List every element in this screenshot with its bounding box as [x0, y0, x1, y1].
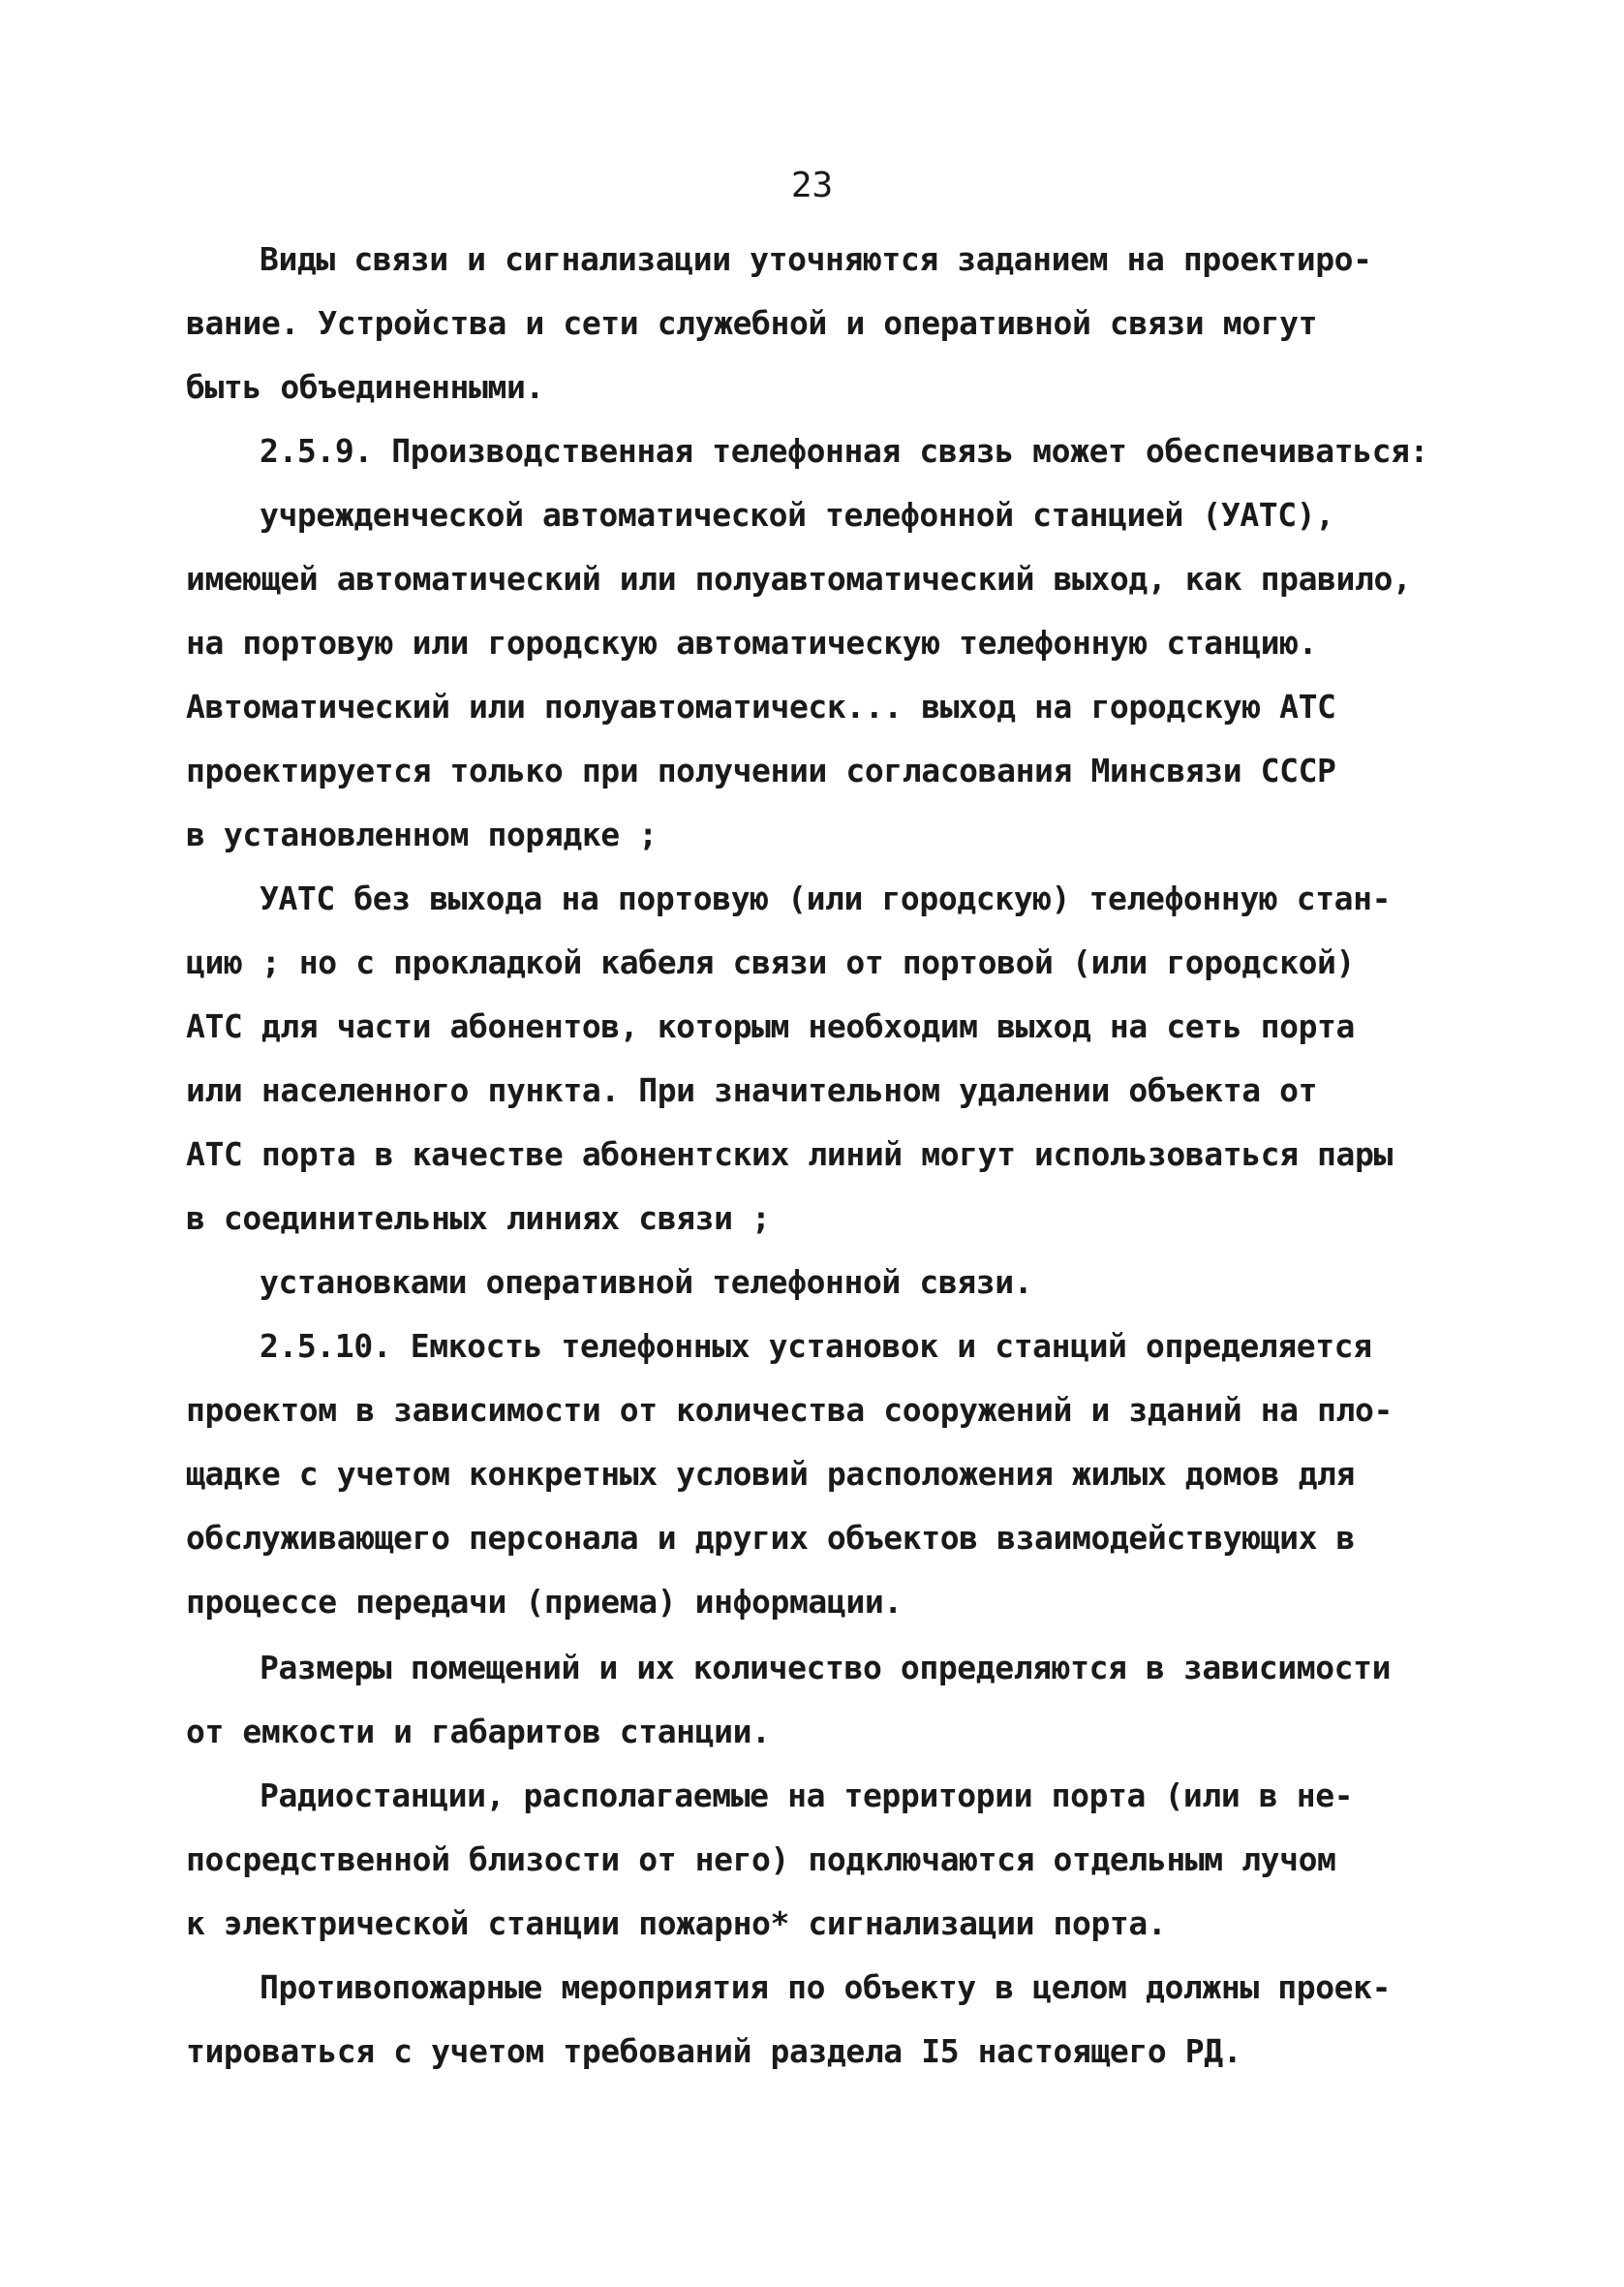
text-line: 2.5.9. Производственная телефонная связь может обеспечиваться: — [260, 432, 1428, 470]
text-line: тироваться с учетом требований раздела I5 настоящего РД. — [186, 2032, 1242, 2070]
text-line: УАТС без выхода на портовую (или городскую) телефонную стан- — [260, 880, 1392, 917]
text-line: проектируется только при получении согласования Минсвязи СССР — [186, 752, 1336, 789]
text-line: Автоматический или полуавтоматическ... выход на городскую АТС — [186, 688, 1336, 726]
text-line: АТС порта в качестве абонентских линий могут использоваться пары — [186, 1135, 1393, 1173]
text-line: установками оперативной телефонной связи. — [260, 1263, 1033, 1301]
text-line: процессе передачи (приема) информации. — [186, 1583, 903, 1621]
text-line: АТС для части абонентов, которым необходим выход на сеть порта — [186, 1007, 1355, 1045]
text-line: Противопожарные мероприятия по объекту в целом должны проек- — [260, 1968, 1392, 2006]
text-line: 2.5.10. Емкость телефонных установок и станций определяется — [260, 1327, 1372, 1365]
text-line: в установленном порядке ; — [186, 816, 658, 853]
text-line: обслуживающего персонала и других объектов взаимодействующих в — [186, 1519, 1355, 1557]
text-line: вание. Устройства и сети служебной и оперативной связи могут — [186, 304, 1318, 342]
text-line: посредственной близости от него) подключаются отдельным лучом — [186, 1840, 1336, 1878]
text-line: на портовую или городскую автоматическую телефонную станцию. — [186, 624, 1318, 662]
text-line: в соединительных линиях связи ; — [186, 1199, 771, 1237]
text-line: Виды связи и сигнализации уточняются заданием на проектиро- — [260, 240, 1372, 278]
text-line: или населенного пункта. При значительном удалении объекта от — [186, 1071, 1318, 1109]
text-line: имеющей автоматический или полуавтоматический выход, как правило, — [186, 560, 1412, 598]
text-line: Размеры помещений и их количество определяются в зависимости — [260, 1649, 1392, 1686]
text-line: к электрической станции пожарно* сигнализации порта. — [186, 1904, 1167, 1942]
text-line: Радиостанции, располагаемые на территории порта (или в не- — [260, 1777, 1354, 1814]
text-line: от емкости и габаритов станции. — [186, 1713, 771, 1750]
text-line: быть объединенными. — [186, 368, 544, 406]
text-line: щадке с учетом конкретных условий расположения жилых домов для — [186, 1455, 1355, 1493]
text-line: цию ; но с прокладкой кабеля связи от портовой (или городской) — [186, 943, 1355, 981]
page-number: 23 — [790, 166, 834, 205]
text-line: учрежденческой автоматической телефонной станцией (УАТС), — [260, 496, 1334, 534]
text-line: проектом в зависимости от количества сооружений и зданий на пло- — [186, 1391, 1393, 1429]
